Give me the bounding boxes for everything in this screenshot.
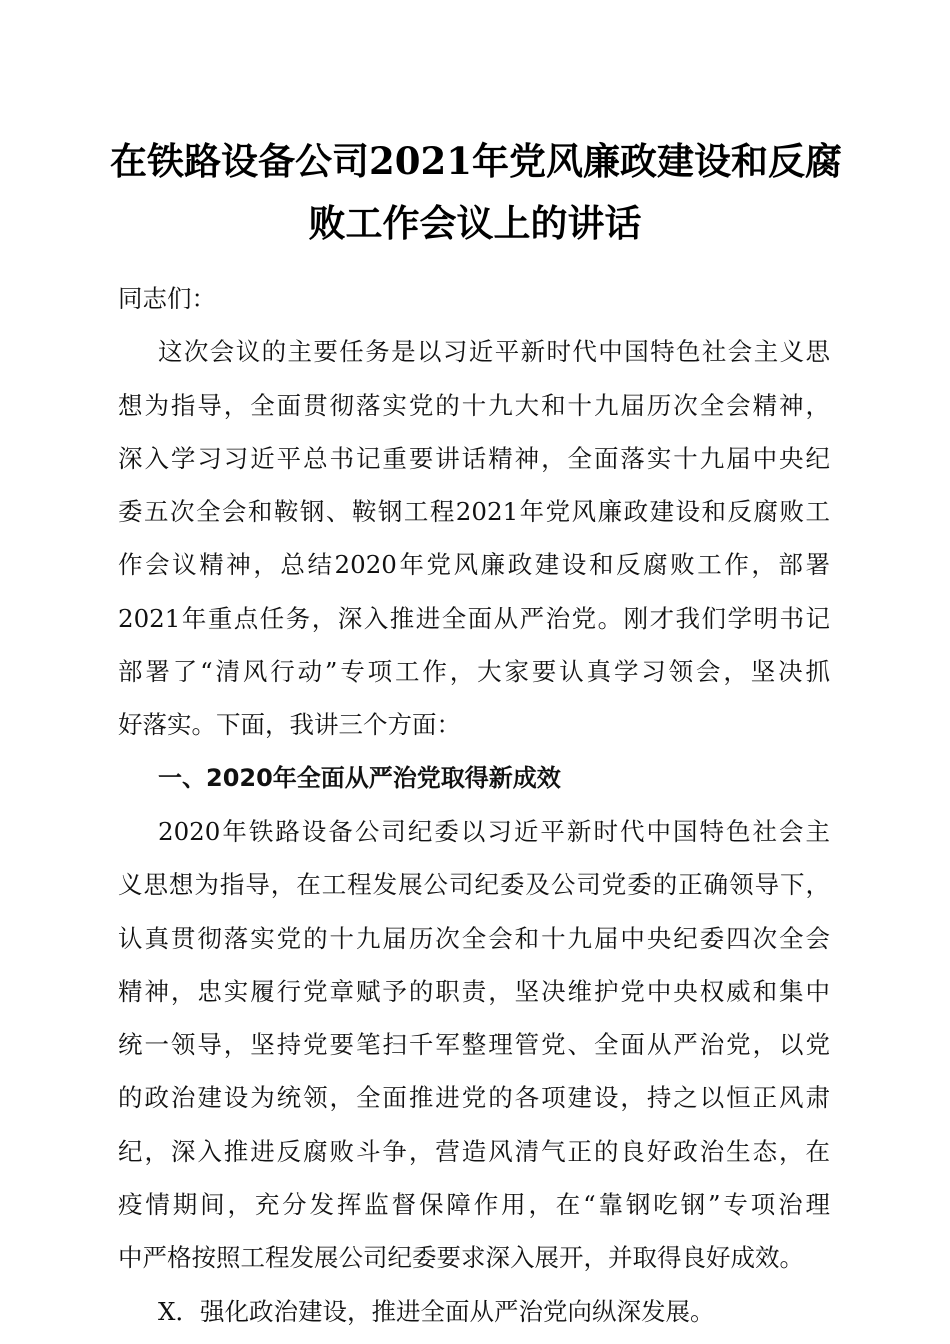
- paragraph-2-line: 中严格按照工程发展公司纪委要求深入展开，并取得良好成效。: [118, 1243, 804, 1273]
- paragraph-2-line: 义思想为指导，在工程发展公司纪委及公司党委的正确领导下，: [118, 870, 830, 900]
- paragraph-2-line: 纪，深入推进反腐败斗争，营造风清气正的良好政治生态，在: [118, 1136, 830, 1166]
- paragraph-1-line: 委五次全会和鞍钢、鞍钢工程2021年党风廉政建设和反腐败工: [118, 497, 830, 527]
- paragraph-1-line: 作会议精神，总结2020年党风廉政建设和反腐败工作，部署: [118, 550, 830, 580]
- title-line-1: 在铁路设备公司2021年党风廉政建设和反腐: [110, 139, 842, 183]
- paragraph-2-line: 统一领导，坚持党要笔扫千军整理管党、全面从严治党，以党: [118, 1030, 830, 1060]
- title-line-2: 败工作会议上的讲话: [308, 201, 642, 245]
- subpoint-1: X．强化政治建设，推进全面从严治党向纵深发展。: [158, 1296, 715, 1326]
- document-body: [118, 272, 830, 1338]
- paragraph-1-line: 2021年重点任务，深入推进全面从严治党。刚才我们学明书记: [118, 603, 830, 633]
- document-title: [110, 130, 840, 254]
- paragraph-2-line: 疫情期间，充分发挥监督保障作用，在“靠钢吃钢”专项治理: [118, 1190, 830, 1220]
- paragraph-1-line: 深入学习习近平总书记重要讲话精神，全面落实十九届中央纪: [118, 443, 830, 473]
- paragraph-2-line: 精神，忠实履行党章赋予的职责，坚决维护党中央权威和集中: [118, 976, 830, 1006]
- paragraph-1-line: 部署了“清风行动”专项工作，大家要认真学习领会，坚决抓: [118, 657, 830, 687]
- section-1-heading: 一、2020年全面从严治党取得新成效: [158, 763, 561, 792]
- salutation: 同志们：: [118, 284, 216, 313]
- paragraph-2-line: 的政治建设为统领，全面推进党的各项建设，持之以恒正风肃: [118, 1083, 830, 1113]
- paragraph-2-line: 2020年铁路设备公司纪委以习近平新时代中国特色社会主: [158, 816, 830, 846]
- paragraph-1-line: 这次会议的主要任务是以习近平新时代中国特色社会主义思: [158, 337, 830, 367]
- paragraph-1-line: 好落实。下面，我讲三个方面：: [118, 710, 461, 740]
- paragraph-2-line: 认真贯彻落实党的十九届历次全会和十九届中央纪委四次全会: [118, 923, 830, 953]
- paragraph-1-line: 想为指导，全面贯彻落实党的十九大和十九届历次全会精神，: [118, 390, 830, 420]
